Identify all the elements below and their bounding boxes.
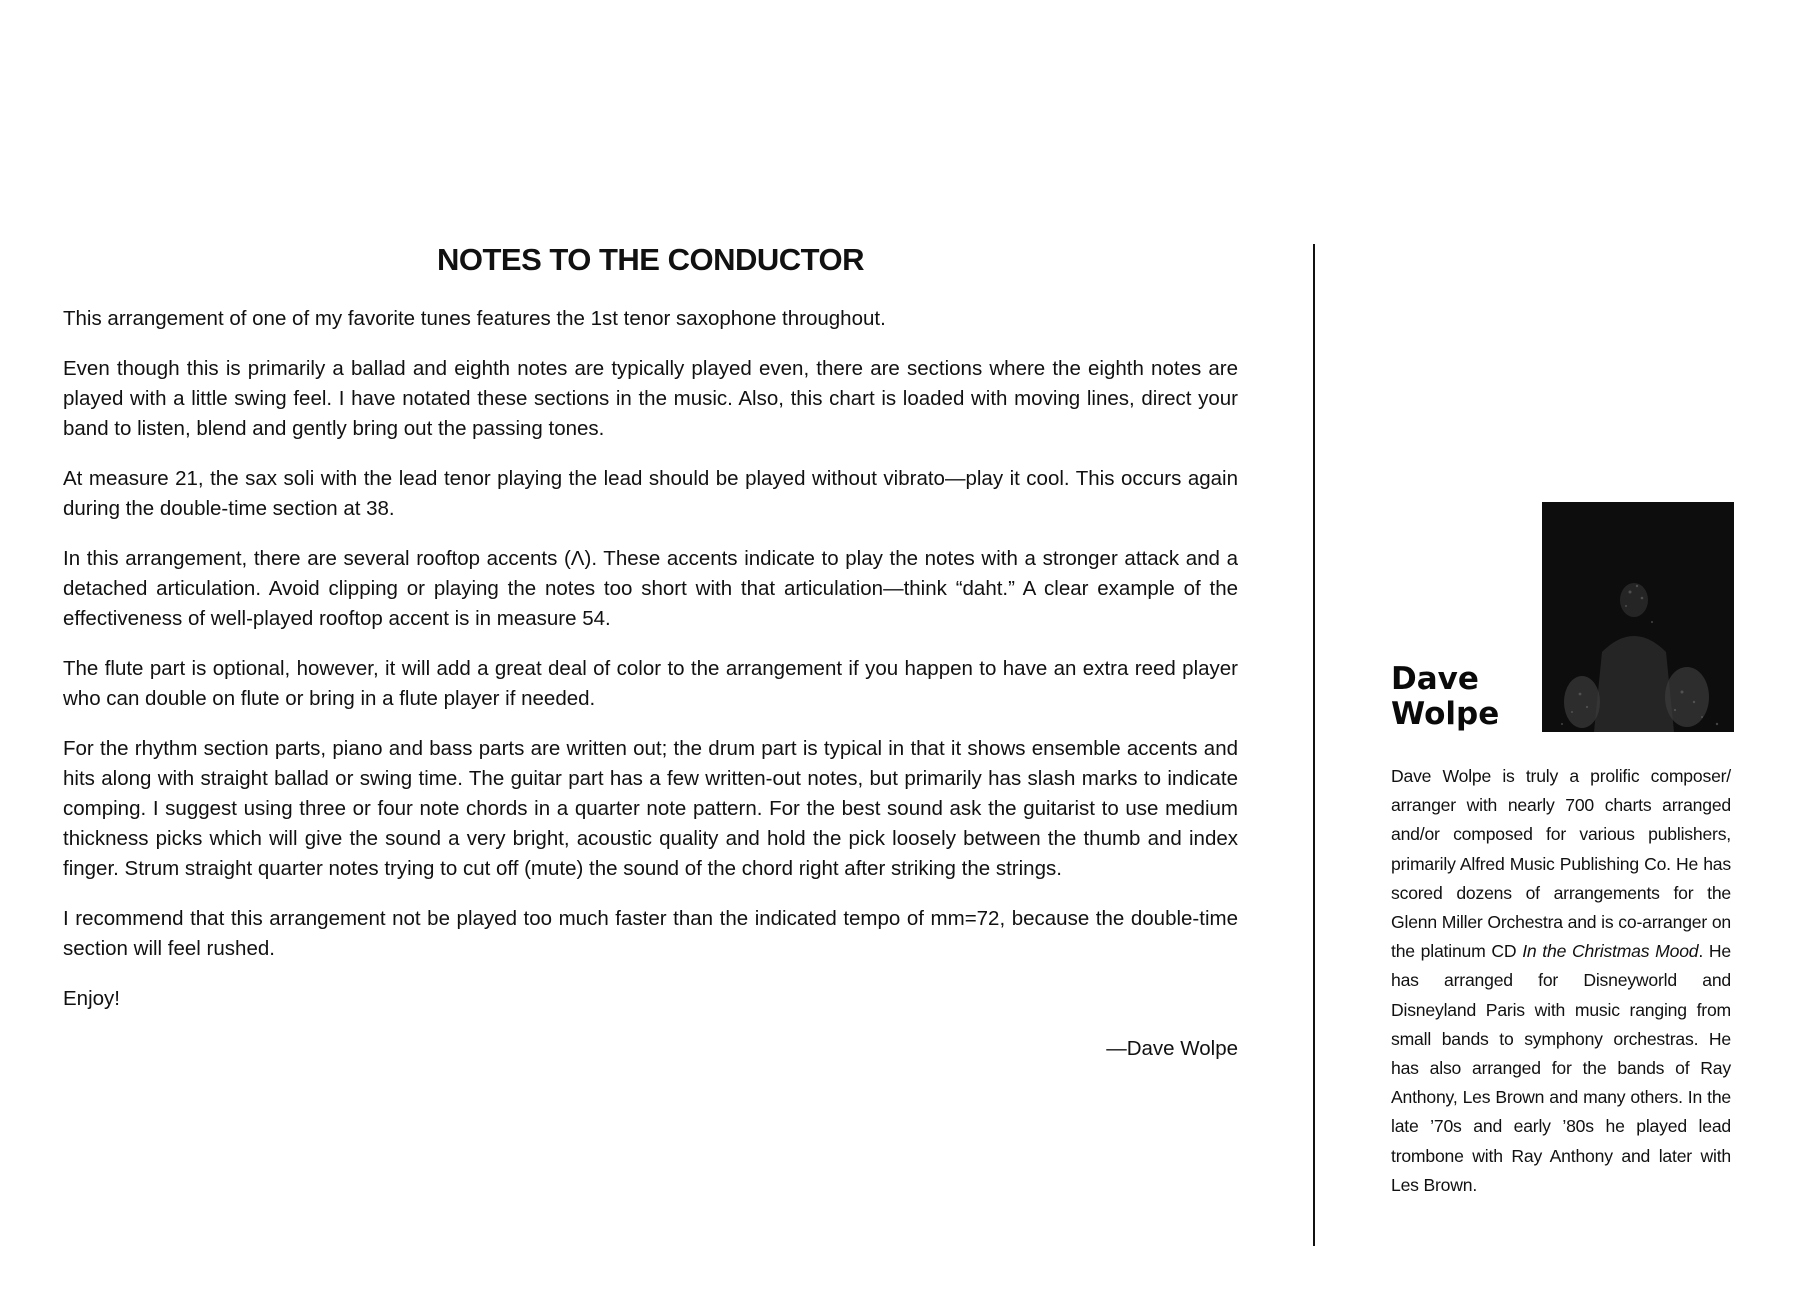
author-bio — [1391, 762, 1731, 1200]
author-bio-text: Dave Wolpe is truly a prolific composer/ arranger with nearly 700 charts arranged and/or composed for various publishers, primarily Alfred Music Publishing Co. He has scored dozens of arrangements for the Glenn Miller Orchestra and is co-arranger on the platinum CD — [1391, 766, 1731, 962]
conductor-notes — [63, 240, 1238, 1064]
author-last-name: Wolpe — [1391, 696, 1500, 732]
signature: —Dave Wolpe — [1106, 1037, 1238, 1060]
column-divider — [1313, 244, 1315, 1246]
page-title: NOTES TO THE CONDUCTOR — [436, 242, 865, 277]
note-paragraph: At measure 21, the sax soli with the lead tenor playing the lead should be played without vibrato—play it cool. This occurs again during the double-time section at 38. — [63, 467, 1238, 520]
author-photo-image — [1542, 502, 1734, 732]
album-title: In the Christmas Mood — [1522, 941, 1699, 962]
note-paragraph: The flute part is optional, however, it will add a great deal of color to the arrangement if you happen to have an extra reed player who can double on flute or bring in a flute player if needed. — [63, 657, 1238, 710]
author-first-name: Dave — [1391, 661, 1479, 697]
author-sidebar — [1391, 502, 1731, 1200]
author-bio-text-continued: . He has arranged for Disneyworld and Disneyland Paris with music ranging from small bands to symphony orchestras. He has also arranged for the bands of Ray Anthony, Les Brown and many others. In the late ’70s and early ’80s he played lead trombone with Ray Anthony and later with Les Brown. — [1391, 941, 1731, 1195]
note-paragraph: For the rhythm section parts, piano and bass parts are written out; the drum part is typical in that it shows ensemble accents and hits along with straight ballad or swing time. The guitar part has a few written-out notes, but primarily has slash marks to indicate comping. I suggest using three or four note chords in a quarter note pattern. For the best sound ask the guitarist to use medium thickness picks which will give the sound a very bright, acoustic quality and hold the pick loosely between the thumb and index finger. Strum straight quarter notes trying to cut off (mute) the sound of the chord right after striking the strings. — [63, 737, 1238, 880]
note-paragraph: This arrangement of one of my favorite tunes features the 1st tenor saxophone throughout. — [63, 307, 886, 330]
note-paragraph: I recommend that this arrangement not be played too much faster than the indicated tempo of mm=72, because the double-time section will feel rushed. — [63, 907, 1238, 960]
author-photo — [1542, 502, 1734, 732]
note-paragraph: Enjoy! — [63, 987, 120, 1010]
author-header — [1391, 502, 1731, 732]
note-paragraph: In this arrangement, there are several rooftop accents (Λ). These accents indicate to play the notes with a stronger attack and a detached articulation. Avoid clipping or playing the notes too short with that articulation—think “daht.” A clear example of the effectiveness of well-played rooftop accent is in measure 54. — [63, 547, 1238, 630]
note-paragraph: Even though this is primarily a ballad and eighth notes are typically played even, there are sections where the eighth notes are played with a little swing feel. I have notated these sections in the music. Also, this chart is loaded with moving lines, direct your band to listen, blend and gently bring out the passing tones. — [63, 357, 1238, 440]
author-name — [1391, 662, 1499, 732]
